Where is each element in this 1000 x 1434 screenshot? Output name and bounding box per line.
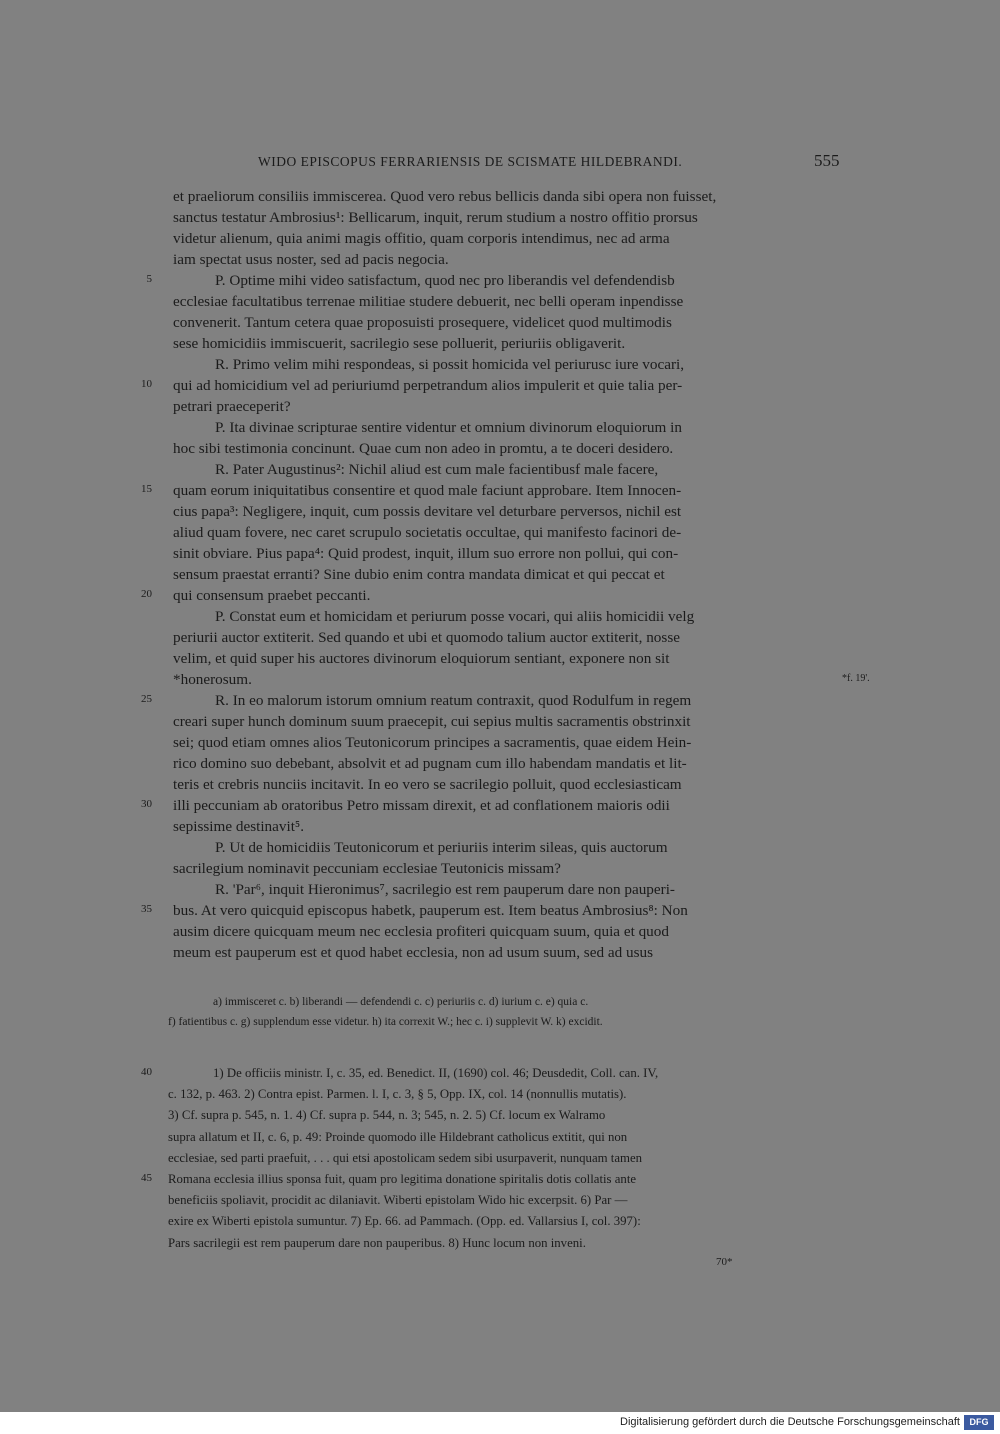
text-line: creari super hunch dominum suum praecepit, cui sepius multis sacramentis obstrinxit [173,713,691,730]
line-number: 15 [141,483,152,495]
text-line: P. Ut de homicidiis Teutonicorum et periuriis interim sileas, quis auctorum [215,839,668,856]
text-line: R. Primo velim mihi respondeas, si possit homicida vel periurusc iure vocari, [215,356,685,373]
text-line: P. Ita divinae scripturae sentire videntur et omnium divinorum eloquiorum in [215,419,682,436]
text-line: ecclesiae facultatibus terrenae militiae studere debuerit, nec belli operam inpendisse [173,293,684,310]
text-line: convenerit. Tantum cetera quae proposuisti prosequere, videlicet quod multimodis [173,314,672,331]
page-number: 555 [814,151,840,170]
text-line: P. Optime mihi video satisfactum, quod nec pro liberandis vel defendendisb [215,272,675,289]
text-line: R. Pater Augustinus²: Nichil aliud est cum male facientibusf male facere, [215,461,659,478]
text-line: illi peccuniam ab oratoribus Petro missam direxit, et ad conflationem maioris odii [173,797,670,814]
text-line: quam eorum iniquitatibus consentire et quod male faciunt approbare. Item Innocen- [173,482,682,499]
line-number: 5 [146,273,152,285]
text-line: velim, et quid super his auctores divinorum eloquiorum sentiant, exponere non sit [173,650,670,667]
text-line: *honerosum. [173,671,252,688]
text-line: sepissime destinavit⁵. [173,818,304,835]
text-line: iam spectat usus noster, sed ad pacis negocia. [173,251,449,268]
footnote-line: beneficiis spoliavit, procidit ac dilaniavit. Wiberti epistolam Wido hic excerpsit. 6) Par — [168,1193,628,1208]
text-line: qui ad homicidium vel ad periuriumd perpetrandum alios impulerit et quie talia per- [173,377,683,394]
text-line: petrari praeceperit? [173,398,291,415]
funding-notice[interactable]: Digitalisierung gefördert durch die Deutsche Forschungsgemeinschaft [620,1416,960,1428]
text-line: sacrilegium nominavit peccuniam ecclesiae Teutonicis missam? [173,860,561,877]
text-line: sei; quod etiam omnes alios Teutonicorum principes a sacramentis, quae eidem Hein- [173,734,692,751]
apparatus-divider [173,980,839,981]
text-line: sese homicidiis immiscuerit, sacrilegio sese polluerit, periuriis obligaverit. [173,335,626,352]
text-line: periurii auctor extiterit. Sed quando et ubi et quomodo talium auctor extiterit, nosse [173,629,680,646]
text-line: hoc sibi testimonia concinunt. Quae cum non adeo in promtu, a te doceri desidero. [173,440,674,457]
dfg-logo[interactable]: DFG [964,1415,994,1430]
running-head: WIDO EPISCOPUS FERRARIENSIS DE SCISMATE HILDEBRANDI. [258,154,683,169]
text-line: videtur alienum, quia animi magis offitio, quam corporis intendimus, nec ad arma [173,230,670,247]
footnote-line: ecclesiae, sed parti praefuit, . . . qui etsi apostolicam sedem sibi usurpaverit, nunquam tamen [168,1150,643,1165]
text-line: R. In eo malorum istorum omnium reatum contraxit, quod Rodulfum in regem [215,692,692,709]
text-line: rico domino suo debebant, absolvit et ad pugnam cum illo habendam mandatis et lit- [173,755,687,772]
footnote-line: supra allatum et II, c. 6, p. 49: Proinde quomodo ille Hildebrant catholicus extitit, qui non [168,1129,628,1144]
text-line: qui consensum praebet peccanti. [173,587,371,604]
text-line: meum est pauperum est et quod habet ecclesia, non ad usum suum, sed ad usus [173,944,653,961]
line-number: 20 [141,588,152,600]
line-number: 10 [141,378,152,390]
footnote-line: c. 132, p. 463. 2) Contra epist. Parmen. l. I, c. 3, § 5, Opp. IX, col. 14 (nonnullis mutatis). [168,1087,627,1102]
footnote-line: Romana ecclesia illius sponsa fuit, quam pro legitima donatione spiritalis dotis collatis ante [168,1172,637,1186]
variant-line: a) immisceret c. b) liberandi — defendendi c. c) periuriis c. d) iurium c. e) quia c. [213,996,589,1008]
text-line: sinit obviare. Pius papa⁴: Quid prodest, inquit, illum suo errore non pollui, qui con- [173,545,679,562]
footnote-line: 3) Cf. supra p. 545, n. 1. 4) Cf. supra p. 544, n. 3; 545, n. 2. 5) Cf. locum ex Walramo [168,1108,606,1123]
text-line: aliud quam fovere, nec caret scrupulo societatis occultae, qui manifesto facinori de- [173,524,682,541]
line-number: 40 [141,1066,152,1078]
text-line: teris et crebris nunciis incitavit. In eo vero se sacrilegio polluit, quod ecclesiasticam [173,776,682,793]
line-number: 35 [141,903,152,915]
text-line: cius papa³: Negligere, inquit, cum possis devitare vel deturbare perversos, nichil est [173,503,682,520]
footnote-line: Pars sacrilegii est rem pauperum dare non pauperibus. 8) Hunc locum non inveni. [168,1235,586,1250]
line-number: 25 [141,693,152,705]
text-line: ausim dicere quicquam meum nec ecclesia profiteri quicquam suum, quia et quod [173,923,669,940]
line-number: 45 [141,1172,152,1184]
text-line: sanctus testatur Ambrosius¹: Bellicarum, inquit, rerum studium a nostro offitio prorsus [173,209,698,226]
text-line: R. 'Par⁶, inquit Hieronimus⁷, sacrilegio est rem pauperum dare non pauperi- [215,881,675,898]
footnote-line: 1) De officiis ministr. I, c. 35, ed. Benedict. II, (1690) col. 46; Deusdedit, Coll. can. IV, [213,1066,659,1080]
text-line: P. Constat eum et homicidam et periurum posse vocari, qui aliis homicidii velg [215,608,695,625]
sheet-signature: 70* [716,1256,733,1268]
footer-bar [0,1412,1000,1434]
line-number: 30 [141,798,152,810]
text-line: et praeliorum consiliis immiscerea. Quod vero rebus bellicis danda sibi opera non fuisset, [173,188,717,205]
text-line: sensum praestat erranti? Sine dubio enim contra mandata dimicat et qui peccat et [173,566,665,583]
footnote-line: exire ex Wiberti epistola sumuntur. 7) Ep. 66. ad Pammach. (Opp. ed. Vallarsius I, col. 397): [168,1214,641,1229]
margin-folio-note: *f. 19'. [842,673,870,684]
text-line: bus. At vero quicquid episcopus habetk, pauperum est. Item beatus Ambrosius⁸: Non [173,902,688,919]
variant-line: f) fatientibus c. g) supplendum esse videtur. h) ita correxit W.; hec c. i) supplevit W. k) excidit. [168,1016,603,1028]
